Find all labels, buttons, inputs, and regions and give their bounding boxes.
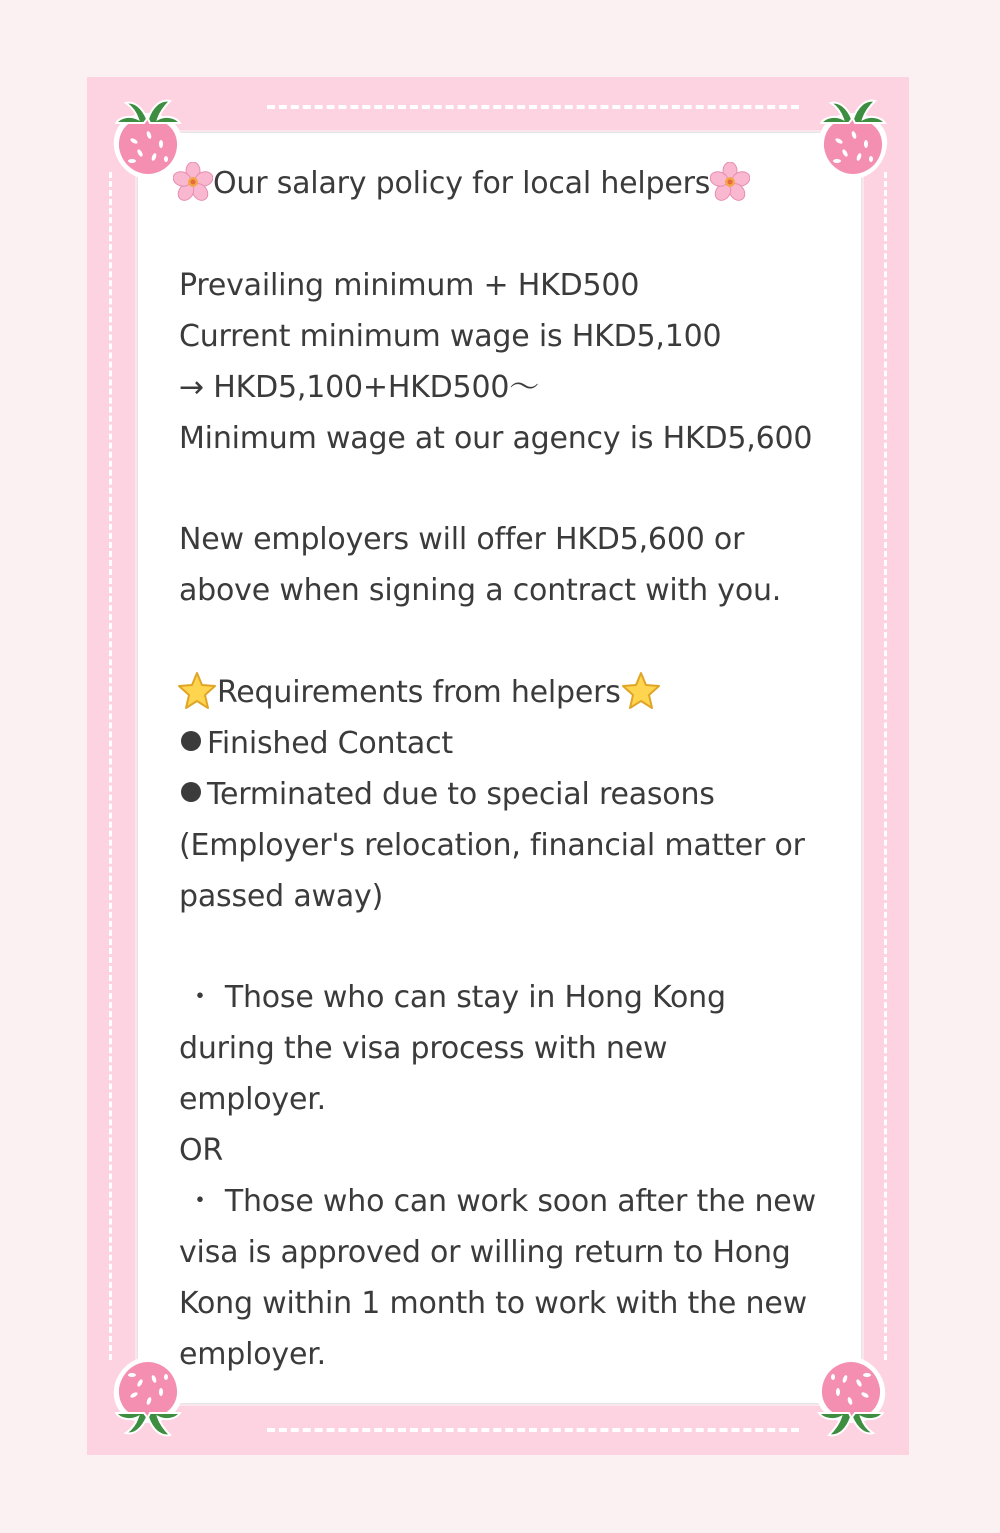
requirement-text: Terminated due to special reasons: [207, 776, 715, 812]
dot-bullet-icon: ・: [185, 1183, 215, 1219]
condition-text: Those who can work soon after the new: [224, 1183, 816, 1219]
or-label: OR: [179, 1133, 224, 1169]
condition-line: during the visa process with new: [179, 1031, 668, 1067]
salary-line: → HKD5,100+HKD500～: [179, 369, 540, 405]
requirements-heading-text: Requirements from helpers: [217, 675, 621, 711]
salary-line: Minimum wage at our agency is HKD5,600: [179, 420, 813, 456]
requirement-item: [175, 770, 839, 821]
strawberry-icon: [104, 1352, 190, 1447]
dot-bullet-icon: ・: [185, 980, 215, 1016]
title-text: Our salary policy for local helpers: [213, 166, 711, 201]
salary-line: Prevailing minimum + HKD500: [179, 267, 640, 303]
bullet-icon: [181, 782, 201, 802]
policy-text: [179, 159, 839, 1380]
requirement-item: [175, 719, 839, 770]
requirement-text: Finished Contact: [207, 725, 453, 761]
star-icon: [177, 671, 217, 711]
dashed-border-bottom: [267, 1428, 799, 1432]
condition-item: [179, 1177, 839, 1228]
bullet-icon: [181, 731, 201, 751]
condition-text: Those who can stay in Hong Kong: [224, 980, 726, 1016]
dashed-border-left: [109, 172, 112, 1360]
offer-line: New employers will offer HKD5,600 or: [179, 522, 745, 558]
cherry-blossom-icon: [173, 162, 213, 202]
star-icon: [621, 671, 661, 711]
requirement-note: (Employer's relocation, financial matter or: [179, 827, 805, 863]
condition-line: employer.: [179, 1336, 326, 1372]
requirements-heading: [177, 668, 839, 719]
salary-line: Current minimum wage is HKD5,100: [179, 318, 722, 354]
cherry-blossom-icon: [710, 162, 750, 202]
condition-line: employer.: [179, 1082, 326, 1118]
dashed-border-top: [267, 105, 799, 109]
offer-line: above when signing a contract with you.: [179, 573, 782, 609]
condition-item: [179, 973, 839, 1024]
decorative-frame: [87, 77, 909, 1455]
condition-line: Kong within 1 month to work with the new: [179, 1285, 807, 1321]
requirement-note: passed away): [179, 878, 384, 914]
dashed-border-right: [884, 172, 887, 1360]
condition-line: visa is approved or willing return to Hong: [179, 1234, 791, 1270]
page-title: [173, 159, 839, 210]
